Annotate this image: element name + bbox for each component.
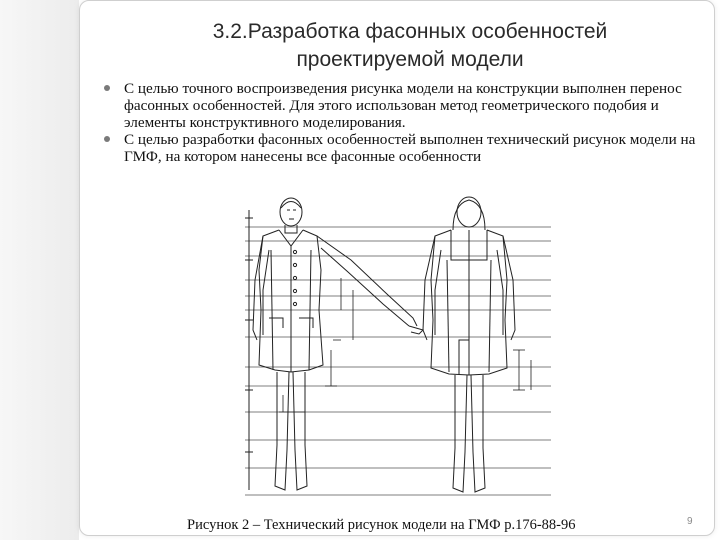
- page-number: 9: [687, 516, 693, 527]
- figure-caption: Рисунок 2 – Технический рисунок модели на ГМФ р.176-88-96: [187, 517, 576, 533]
- back-dimensions: [513, 350, 531, 390]
- slide-left-band: [0, 0, 79, 540]
- bullet-dot-icon: [104, 85, 110, 91]
- title-line-1: 3.2.Разработка фасонных особенностей: [212, 20, 608, 43]
- technical-drawing-figure: [213, 190, 553, 505]
- bullet-dot-icon: [104, 136, 110, 142]
- bullet-item: [100, 131, 710, 165]
- front-figure: [253, 198, 423, 490]
- bullet-text: С целью точного воспроизведения рисунка модели на конструкции выполнен перенос фасонных особенностей. Для этого использован метод геометрического подобия и элементы конструктивного моделирования.: [124, 80, 682, 131]
- slide-title: [140, 18, 680, 74]
- height-scale: [245, 210, 253, 490]
- bullet-text: С целью разработки фасонных особенностей выполнен технический рисунок модели на ГМФ, на котором нанесены все фасонные особенности: [124, 131, 696, 165]
- title-line-2: проектируемой модели: [296, 48, 524, 71]
- bullet-item: [100, 80, 710, 131]
- front-dimensions: [279, 278, 353, 412]
- bullet-list: [100, 80, 710, 165]
